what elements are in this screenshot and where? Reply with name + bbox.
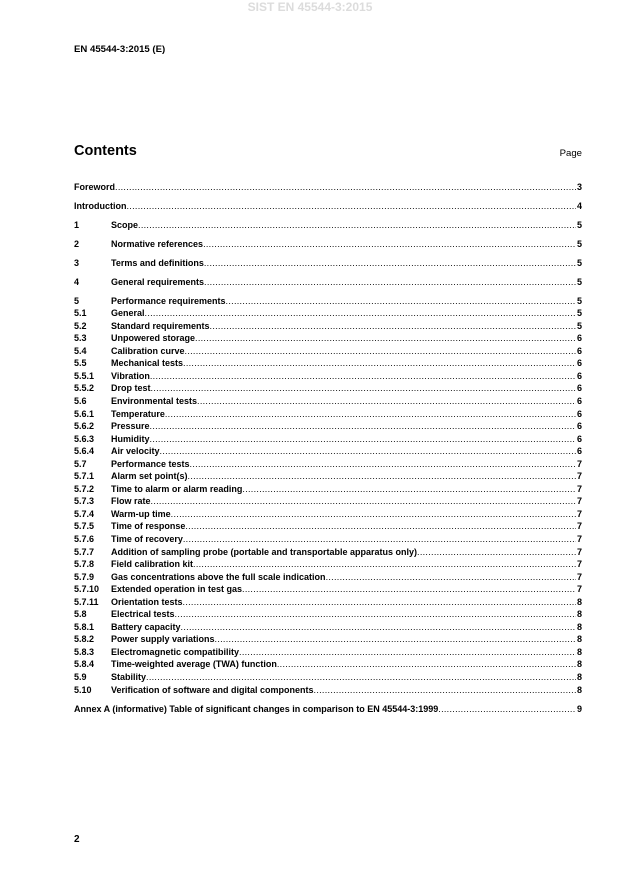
toc-leader-dots <box>150 370 576 383</box>
toc-entry[interactable] <box>74 408 582 421</box>
toc-leader-dots <box>183 533 576 546</box>
toc-entry-title: Power supply variations <box>111 634 215 645</box>
toc-entry-page: 8 <box>576 684 582 695</box>
toc-entry-number: 5.7.11 <box>74 596 99 607</box>
toc-entry-page: 8 <box>576 596 582 607</box>
toc-entry-page: 5 <box>576 238 582 249</box>
toc-leader-dots <box>165 408 576 421</box>
toc-entry-title: Stability <box>111 672 147 683</box>
toc-entry-page: 7 <box>576 471 582 482</box>
toc-leader-dots <box>181 621 576 634</box>
toc-entry[interactable] <box>74 382 582 395</box>
toc-entry-title: Performance requirements <box>111 295 226 306</box>
toc-entry[interactable] <box>74 621 582 634</box>
toc-entry-title: Time-weighted average (TWA) function <box>111 659 277 670</box>
toc-entry[interactable] <box>74 332 582 345</box>
toc-leader-dots <box>183 596 576 609</box>
toc-entry-page: 6 <box>576 370 582 381</box>
toc-entry-title: Alarm set point(s) <box>111 471 188 482</box>
toc-entry-title: Annex A (informative) Table of significant changes in comparison to EN 45544-3:1999 <box>74 703 439 714</box>
toc-entry-title: Flow rate <box>111 496 151 507</box>
toc-entry-title: Normative references <box>111 238 204 249</box>
toc-leader-dots <box>151 382 576 395</box>
toc-leader-dots <box>417 546 576 559</box>
toc-entry-number: 5.2 <box>74 320 87 331</box>
toc-leader-dots <box>127 200 576 213</box>
toc-entry-number: 5.5 <box>74 358 87 369</box>
toc-entry-page: 8 <box>576 672 582 683</box>
toc-entry-page: 8 <box>576 634 582 645</box>
toc-entry-title: Humidity <box>111 433 150 444</box>
toc-leader-dots <box>438 703 576 716</box>
toc-entry-title: Electrical tests <box>111 609 175 620</box>
toc-entry[interactable] <box>74 345 582 358</box>
toc-entry-number: 5.1 <box>74 308 87 319</box>
toc-leader-dots <box>185 345 576 358</box>
toc-entry-number: 5.7.4 <box>74 508 95 519</box>
toc-entry-number: 5.4 <box>74 345 87 356</box>
toc-entry-page: 5 <box>576 295 582 306</box>
table-of-contents <box>74 181 582 715</box>
toc-entry-title: Foreword <box>74 182 116 192</box>
toc-entry[interactable] <box>74 495 582 508</box>
toc-entry-number: 5 <box>74 295 80 306</box>
toc-entry-page: 6 <box>576 396 582 406</box>
toc-entry[interactable] <box>74 445 582 458</box>
toc-entry-title: Environmental tests <box>111 396 198 406</box>
toc-entry-number: 5.6.4 <box>74 446 95 457</box>
toc-entry[interactable] <box>74 483 582 496</box>
toc-leader-dots <box>277 658 576 671</box>
toc-entry-number: 5.7.6 <box>74 534 95 545</box>
toc-entry-title: Scope <box>111 219 139 230</box>
toc-entry-page: 7 <box>576 571 582 582</box>
toc-entry-number: 5.7 <box>74 458 87 469</box>
toc-leader-dots <box>314 684 576 697</box>
document-id: EN 45544-3:2015 (E) <box>74 44 166 55</box>
toc-entry-page: 6 <box>576 446 582 457</box>
toc-entry-page: 6 <box>576 345 582 356</box>
toc-entry[interactable] <box>74 520 582 533</box>
toc-entry-number: 5.7.7 <box>74 546 95 557</box>
toc-entry[interactable] <box>74 433 582 446</box>
toc-entry-number: 5.6.3 <box>74 433 95 444</box>
toc-entry[interactable] <box>74 533 582 546</box>
toc-entry-number: 4 <box>74 276 80 287</box>
toc-entry-number: 5.8.3 <box>74 646 95 657</box>
toc-entry[interactable] <box>74 571 582 584</box>
toc-entry-page: 5 <box>576 219 582 230</box>
toc-entry[interactable] <box>74 583 582 596</box>
page-column-label: Page <box>559 148 582 159</box>
toc-entry[interactable] <box>74 307 582 320</box>
toc-leader-dots <box>171 508 576 521</box>
toc-entry[interactable] <box>74 238 582 251</box>
toc-entry-number: 5.6.1 <box>74 408 95 419</box>
toc-entry[interactable] <box>74 458 582 471</box>
toc-entry-title: General requirements <box>111 276 205 287</box>
toc-entry[interactable] <box>74 646 582 659</box>
toc-entry-number: 5.7.9 <box>74 571 95 582</box>
toc-entry-title: Terms and definitions <box>111 257 204 268</box>
toc-entry-page: 5 <box>576 257 582 268</box>
toc-entry[interactable] <box>74 470 582 483</box>
toc-entry-number: 5.7.5 <box>74 521 95 532</box>
toc-entry[interactable] <box>74 370 582 383</box>
toc-entry-number: 2 <box>74 238 80 249</box>
toc-entry-number: 5.3 <box>74 333 87 344</box>
toc-entry-title: Time to alarm or alarm reading <box>111 483 243 494</box>
toc-entry-page: 7 <box>576 534 582 545</box>
toc-entry-page: 7 <box>576 546 582 557</box>
toc-entry-title: Calibration curve <box>111 345 185 356</box>
toc-entry-title: Introduction <box>74 200 127 211</box>
toc-leader-dots <box>203 238 576 251</box>
toc-entry-number: 5.5.2 <box>74 383 95 394</box>
toc-entry[interactable] <box>74 596 582 609</box>
toc-entry-number: 5.8 <box>74 609 87 620</box>
toc-entry-page: 8 <box>576 609 582 620</box>
toc-entry[interactable] <box>74 633 582 646</box>
toc-entry[interactable] <box>74 671 582 684</box>
toc-entry-title: Pressure <box>111 421 150 432</box>
toc-entry-number: 5.7.3 <box>74 496 95 507</box>
toc-entry-page: 8 <box>576 646 582 657</box>
toc-entry-title: Extended operation in test gas <box>111 584 243 595</box>
toc-entry-number: 5.10 <box>74 684 92 695</box>
toc-leader-dots <box>195 332 576 345</box>
toc-leader-dots <box>242 483 576 496</box>
toc-leader-dots <box>145 307 576 320</box>
toc-entry-title: Performance tests <box>111 458 190 469</box>
toc-leader-dots <box>185 520 576 533</box>
toc-entry-page: 7 <box>576 559 582 570</box>
toc-entry[interactable] <box>74 181 582 194</box>
toc-entry-number: 3 <box>74 257 80 268</box>
toc-entry[interactable] <box>74 558 582 571</box>
toc-entry-title: Temperature <box>111 408 165 419</box>
toc-entry-title: Drop test <box>111 383 151 394</box>
toc-entry-page: 7 <box>576 483 582 494</box>
toc-leader-dots <box>146 671 576 684</box>
toc-entry-number: 5.7.2 <box>74 483 95 494</box>
toc-leader-dots <box>150 420 576 433</box>
toc-leader-dots <box>204 276 576 289</box>
toc-entry-page: 7 <box>576 508 582 519</box>
toc-leader-dots <box>242 583 576 596</box>
toc-entry-page: 5 <box>576 320 582 331</box>
toc-entry-title: Battery capacity <box>111 621 181 632</box>
toc-entry[interactable] <box>74 703 582 716</box>
toc-leader-dots <box>193 558 576 571</box>
toc-entry-page: 8 <box>576 659 582 670</box>
toc-entry-page: 5 <box>576 276 582 287</box>
toc-entry-page: 7 <box>576 521 582 532</box>
toc-entry[interactable] <box>74 276 582 289</box>
toc-entry-page: 9 <box>576 703 582 714</box>
toc-entry-title: Standard requirements <box>111 320 210 331</box>
toc-entry[interactable] <box>74 295 582 308</box>
toc-entry-title: Warm-up time <box>111 508 171 519</box>
toc-entry-title: Gas concentrations above the full scale indication <box>111 571 326 582</box>
toc-entry-number: 5.7.10 <box>74 584 100 595</box>
toc-entry-page: 6 <box>576 421 582 432</box>
toc-entry-number: 5.9 <box>74 672 87 683</box>
toc-entry[interactable] <box>74 395 582 408</box>
toc-entry-title: Orientation tests <box>111 596 183 607</box>
toc-entry[interactable] <box>74 320 582 333</box>
toc-entry-title: Unpowered storage <box>111 333 196 344</box>
toc-entry-title: Mechanical tests <box>111 358 184 369</box>
toc-entry-page: 6 <box>576 333 582 344</box>
toc-entry[interactable] <box>74 200 582 213</box>
toc-entry-title: Field calibration kit <box>111 559 194 570</box>
toc-entry-number: 5.8.1 <box>74 621 95 632</box>
toc-entry-page: 3 <box>576 182 582 192</box>
toc-entry[interactable] <box>74 546 582 559</box>
toc-entry-title: Time of recovery <box>111 534 183 545</box>
toc-entry[interactable] <box>74 257 582 270</box>
watermark: SIST EN 45544-3:2015 <box>247 0 373 14</box>
toc-entry-number: 5.6 <box>74 396 87 406</box>
toc-entry-number: 1 <box>74 219 80 230</box>
toc-entry-title: Verification of software and digital components <box>111 684 314 695</box>
page-title: Contents <box>74 143 137 159</box>
toc-entry-number: 5.7.8 <box>74 559 95 570</box>
toc-leader-dots <box>150 433 576 446</box>
toc-entry-page: 5 <box>576 308 582 319</box>
toc-entry-number: 5.8.4 <box>74 659 95 670</box>
toc-leader-dots <box>183 357 576 370</box>
toc-leader-dots <box>239 646 576 659</box>
toc-entry-page: 8 <box>576 621 582 632</box>
toc-leader-dots <box>226 295 576 308</box>
toc-entry-page: 7 <box>576 584 582 595</box>
toc-entry[interactable] <box>74 608 582 621</box>
toc-entry-title: General <box>111 308 145 319</box>
toc-leader-dots <box>138 219 576 232</box>
toc-entry[interactable] <box>74 508 582 521</box>
toc-entry[interactable] <box>74 357 582 370</box>
toc-entry[interactable] <box>74 684 582 697</box>
toc-leader-dots <box>190 458 576 471</box>
toc-leader-dots <box>197 395 576 408</box>
toc-entry-page: 7 <box>576 458 582 469</box>
toc-entry-title: Time of response <box>111 521 186 532</box>
toc-entry-title: Addition of sampling probe (portable and transportable apparatus only) <box>111 546 418 557</box>
toc-leader-dots <box>115 181 576 194</box>
toc-leader-dots <box>175 608 576 621</box>
toc-entry-page: 6 <box>576 433 582 444</box>
toc-entry-page: 4 <box>576 200 582 211</box>
toc-leader-dots <box>151 495 576 508</box>
toc-leader-dots <box>215 633 576 646</box>
toc-entry-title: Electromagnetic compatibility <box>111 646 240 657</box>
toc-entry-number: 5.7.1 <box>74 471 95 482</box>
toc-leader-dots <box>326 571 576 584</box>
toc-entry[interactable] <box>74 658 582 671</box>
toc-leader-dots <box>210 320 576 333</box>
toc-entry-number: 5.6.2 <box>74 421 95 432</box>
toc-entry-number: 5.5.1 <box>74 370 95 381</box>
toc-entry-title: Vibration <box>111 370 150 381</box>
toc-entry-page: 7 <box>576 496 582 507</box>
toc-entry-title: Air velocity <box>111 446 160 457</box>
toc-entry-number: 5.8.2 <box>74 634 95 645</box>
toc-leader-dots <box>160 445 576 458</box>
toc-entry-page: 6 <box>576 383 582 394</box>
toc-leader-dots <box>188 470 576 483</box>
toc-entry-page: 6 <box>576 358 582 369</box>
toc-entry-page: 6 <box>576 408 582 419</box>
page-number: 2 <box>74 834 80 845</box>
toc-entry[interactable] <box>74 420 582 433</box>
toc-entry[interactable] <box>74 219 582 232</box>
toc-leader-dots <box>204 257 576 270</box>
